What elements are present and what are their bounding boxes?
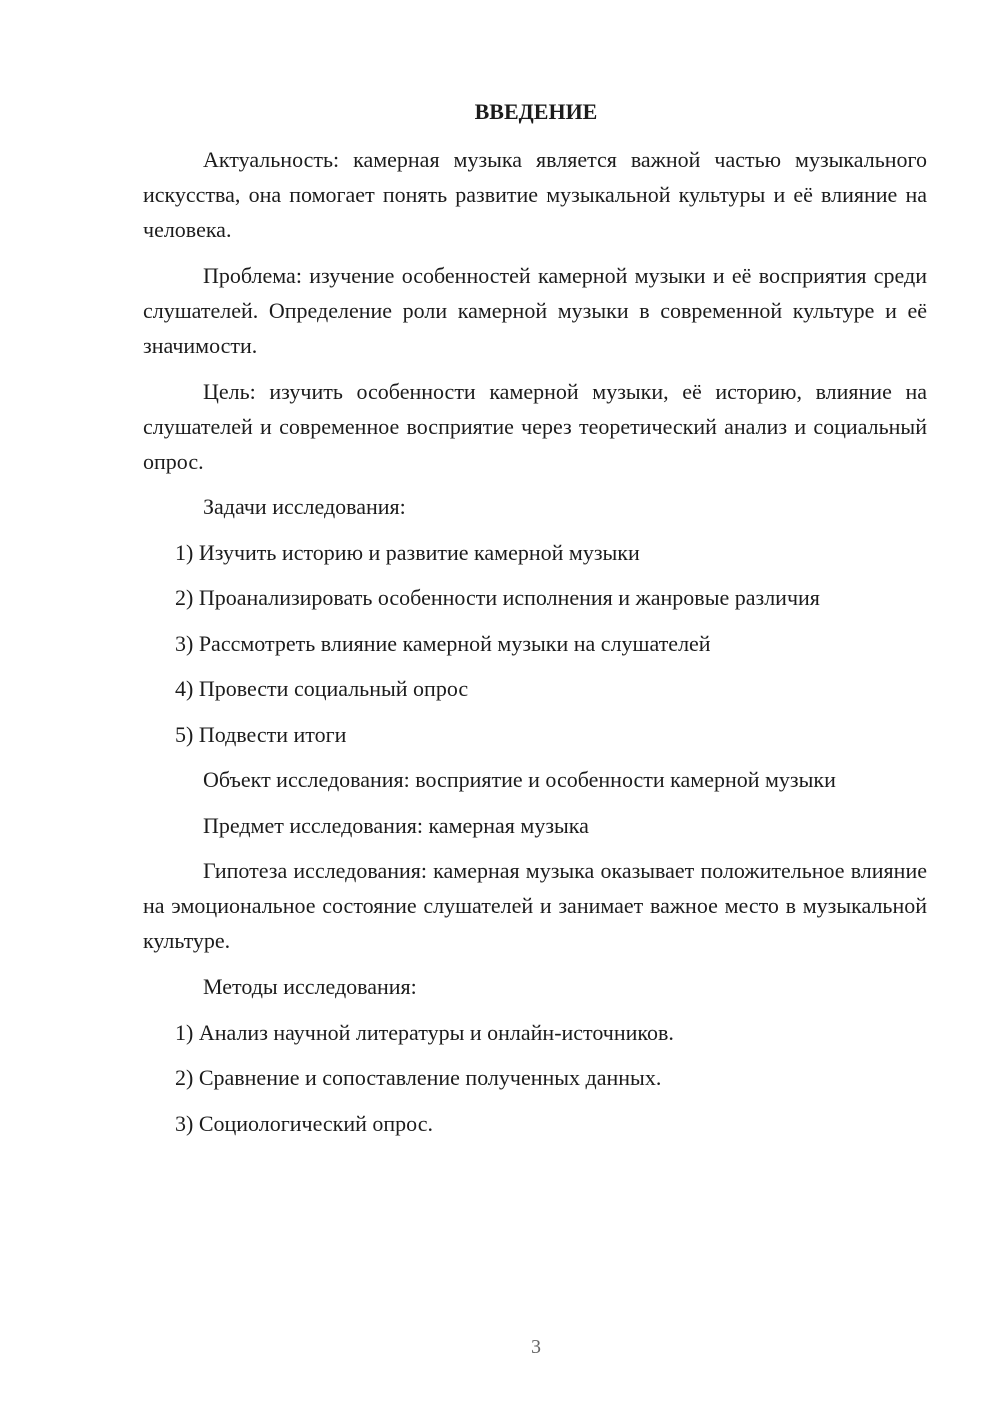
- method-item: 2) Сравнение и сопоставление полученных данных.: [175, 1065, 662, 1090]
- methods-heading: Методы исследования:: [203, 974, 417, 999]
- task-item: 4) Провести социальный опрос: [175, 676, 469, 701]
- relevance-paragraph: Актуальность: камерная музыка является важной частью музыкального искусства, она помогает понять развитие музыкальной культуры и её влияние на человека.: [143, 147, 927, 242]
- hypothesis-paragraph: Гипотеза исследования: камерная музыка оказывает положительное влияние на эмоциональное состояние слушателей и занимает важное место в музыкальной культуре.: [143, 858, 927, 953]
- goal-paragraph: Цель: изучить особенности камерной музыки, её историю, влияние на слушателей и современное восприятие через теоретический анализ и социальный опрос.: [143, 379, 927, 474]
- subject-paragraph: Предмет исследования: камерная музыка: [203, 813, 589, 838]
- method-item: 3) Социологический опрос.: [175, 1111, 433, 1136]
- task-item: 3) Рассмотреть влияние камерной музыки на слушателей: [175, 631, 711, 656]
- task-item: 2) Проанализировать особенности исполнения и жанровые различия: [175, 585, 820, 610]
- tasks-heading: Задачи исследования:: [203, 494, 406, 519]
- task-item: 5) Подвести итоги: [175, 722, 347, 747]
- page-number: 3: [531, 1336, 541, 1358]
- object-paragraph: Объект исследования: восприятие и особенности камерной музыки: [203, 767, 836, 792]
- problem-paragraph: Проблема: изучение особенностей камерной музыки и её восприятия среди слушателей. Определение роли камерной музыки в современной культуре и её значимости.: [143, 263, 927, 358]
- method-item: 1) Анализ научной литературы и онлайн-источников.: [175, 1020, 674, 1045]
- task-item: 1) Изучить историю и развитие камерной музыки: [175, 540, 640, 565]
- page-title: ВВЕДЕНИЕ: [474, 99, 598, 124]
